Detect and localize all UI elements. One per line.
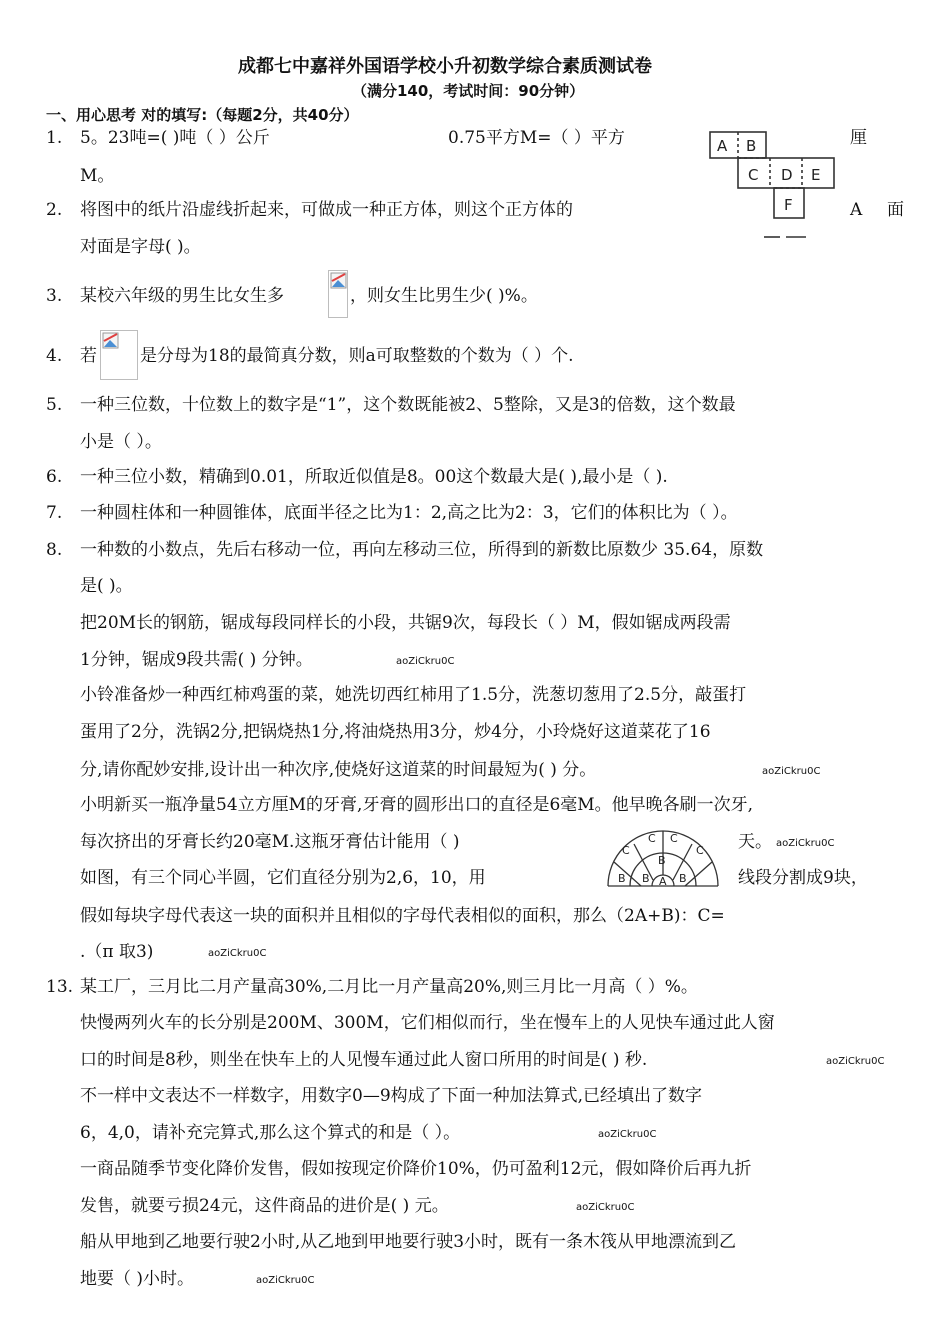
question-2-tail-b: 面 bbox=[887, 200, 904, 220]
question-2-tail-a: A bbox=[850, 200, 863, 220]
question-2-cont: 对面是字母( )。 bbox=[80, 237, 201, 257]
question-1-tail: 厘 bbox=[850, 128, 867, 148]
question-11-cont-a: 每次挤出的牙膏长约20毫M.这瓶牙膏估计能用（ ) bbox=[80, 832, 460, 852]
question-8-text: 一种数的小数点，先后右移动一位，再向左移动三位，所得到的新数比原数少 35.64，原数 bbox=[80, 540, 764, 560]
page-subtitle: （满分140，考试时间：90分钟） bbox=[352, 82, 585, 100]
question-12-cont: 假如每块字母代表这一块的面积并且相似的字母代表相似的面积，那么（2A+B)：C= bbox=[80, 906, 725, 926]
question-number: 3. bbox=[46, 286, 63, 306]
semicircle-label: C bbox=[696, 844, 704, 857]
broken-image-icon bbox=[330, 272, 348, 290]
semicircle-label: B bbox=[618, 872, 626, 885]
watermark-code: aoZiCkru0C bbox=[256, 1275, 315, 1286]
question-4-text-b: 是分母为18的最简真分数，则a可取整数的个数为（ ）个. bbox=[140, 346, 574, 366]
question-number: 7. bbox=[46, 503, 63, 523]
question-1-cont: M。 bbox=[80, 166, 115, 186]
semicircle-label: C bbox=[670, 832, 678, 845]
cube-label-c: C bbox=[748, 166, 759, 184]
question-7-text: 一种圆柱体和一种圆锥体，底面半径之比为1：2,高之比为2：3，它们的体积比为（ ）。 bbox=[80, 503, 738, 523]
watermark-code: aoZiCkru0C bbox=[208, 948, 267, 959]
question-number: 13. bbox=[46, 977, 74, 997]
question-number: 2. bbox=[46, 200, 63, 220]
question-16-text: 一商品随季节变化降价发售，假如按现定价降价10%，仍可盈利12元，假如降价后再九折 bbox=[80, 1159, 752, 1179]
semicircle-label: B bbox=[679, 872, 687, 885]
watermark-code: aoZiCkru0C bbox=[762, 766, 821, 777]
question-11-text: 小明新买一瓶净量54立方厘M的牙膏,牙膏的圆形出口的直径是6毫M。他早晚各刷一次牙, bbox=[80, 795, 754, 815]
question-6-text: 一种三位小数，精确到0.01，所取近似值是8。00这个数最大是( ),最小是（ ). bbox=[80, 467, 668, 487]
question-4-text-a: 若 bbox=[80, 346, 97, 366]
question-13-text: 某工厂，三月比二月产量高30%,二月比一月产量高20%,则三月比一月高（ ）%。 bbox=[80, 977, 698, 997]
broken-image-icon bbox=[102, 332, 120, 350]
semicircle-label: B bbox=[642, 872, 650, 885]
question-3-text-a: 某校六年级的男生比女生多 bbox=[80, 286, 284, 306]
section-heading: 一、用心思考 对的填写:（每题2分，共40分） bbox=[46, 106, 359, 124]
concentric-semicircles-figure bbox=[604, 824, 722, 890]
watermark-code: aoZiCkru0C bbox=[576, 1202, 635, 1213]
cube-label-b: B bbox=[746, 137, 757, 155]
watermark-code: aoZiCkru0C bbox=[776, 838, 835, 849]
question-3-text-b: ，则女生比男生少( )%。 bbox=[350, 286, 538, 306]
question-10-cont-1: 蛋用了2分，洗锅2分,把锅烧热1分,将油烧热用3分，炒4分，小玲烧好这道菜花了16 bbox=[80, 722, 711, 742]
question-number: 8. bbox=[46, 540, 63, 560]
cube-net-figure bbox=[702, 124, 842, 242]
semicircle-label: C bbox=[648, 832, 656, 845]
question-17-text: 船从甲地到乙地要行驶2小时,从乙地到甲地要行驶3小时，既有一条木筏从甲地漂流到乙 bbox=[80, 1232, 737, 1252]
question-number: 4. bbox=[46, 346, 63, 366]
question-12-text-a: 如图，有三个同心半圆，它们直径分别为2,6，10，用 bbox=[80, 868, 486, 888]
question-1-part-a: 5。23吨=( )吨（ ）公斤 bbox=[80, 128, 270, 148]
question-1-part-b: 0.75平方M=（ ）平方 bbox=[448, 128, 625, 148]
question-number: 5. bbox=[46, 395, 63, 415]
fraction-image-placeholder bbox=[100, 330, 138, 380]
question-number: 1. bbox=[46, 128, 63, 148]
question-15-cont: 6，4,0，请补充完算式,那么这个算式的和是（ ）。 bbox=[80, 1123, 461, 1143]
semicircle-label: C bbox=[622, 844, 630, 857]
question-number: 6. bbox=[46, 467, 63, 487]
question-12-cont-2: .（π 取3) bbox=[80, 942, 154, 962]
question-16-cont: 发售，就要亏损24元，这件商品的进价是( ) 元。 bbox=[80, 1196, 449, 1216]
watermark-code: aoZiCkru0C bbox=[396, 656, 455, 667]
question-14-cont: 口的时间是8秒，则坐在快车上的人见慢车通过此人窗口所用的时间是( ) 秒. bbox=[80, 1050, 648, 1070]
watermark-code: aoZiCkru0C bbox=[598, 1129, 657, 1140]
question-5-text: 一种三位数，十位数上的数字是“1”，这个数既能被2、5整除，又是3的倍数，这个数最 bbox=[80, 395, 736, 415]
question-5-cont: 小是（ ）。 bbox=[80, 432, 162, 452]
question-9-cont: 1分钟，锯成9段共需( ) 分钟。 bbox=[80, 650, 313, 670]
question-2-text: 将图中的纸片沿虚线折起来，可做成一种正方体，则这个正方体的 bbox=[80, 200, 573, 220]
cube-label-f: F bbox=[784, 196, 793, 214]
fraction-image-placeholder bbox=[328, 270, 348, 318]
semicircle-label: A bbox=[659, 875, 667, 888]
cube-label-e: E bbox=[811, 166, 821, 184]
question-10-cont-2: 分,请你配妙安排,设计出一种次序,使烧好这道菜的时间最短为( ) 分。 bbox=[80, 760, 597, 780]
question-11-cont-b: 天。 bbox=[738, 832, 772, 852]
question-9-text: 把20M长的钢筋，锯成每段同样长的小段，共锯9次，每段长（ ）M，假如锯成两段需 bbox=[80, 613, 731, 633]
question-8-cont: 是( )。 bbox=[80, 576, 133, 596]
question-12-text-b: 线段分割成9块， bbox=[738, 868, 868, 888]
cube-label-a: A bbox=[717, 137, 728, 155]
cube-label-d: D bbox=[781, 166, 793, 184]
question-17-cont: 地要（ )小时。 bbox=[80, 1269, 195, 1289]
semicircle-label: B bbox=[658, 854, 666, 867]
question-14-text: 快慢两列火车的长分别是200M、300M，它们相似而行，坐在慢车上的人见快车通过此人窗 bbox=[80, 1013, 775, 1033]
question-10-text: 小铃准备炒一种西红柿鸡蛋的菜，她洗切西红柿用了1.5分，洗葱切葱用了2.5分，敲蛋打 bbox=[80, 685, 747, 705]
question-15-text: 不一样中文表达不一样数字，用数字0—9构成了下面一种加法算式,已经填出了数字 bbox=[80, 1086, 703, 1106]
page-title: 成都七中嘉祥外国语学校小升初数学综合素质测试卷 bbox=[238, 56, 652, 77]
watermark-code: aoZiCkru0C bbox=[826, 1056, 885, 1067]
